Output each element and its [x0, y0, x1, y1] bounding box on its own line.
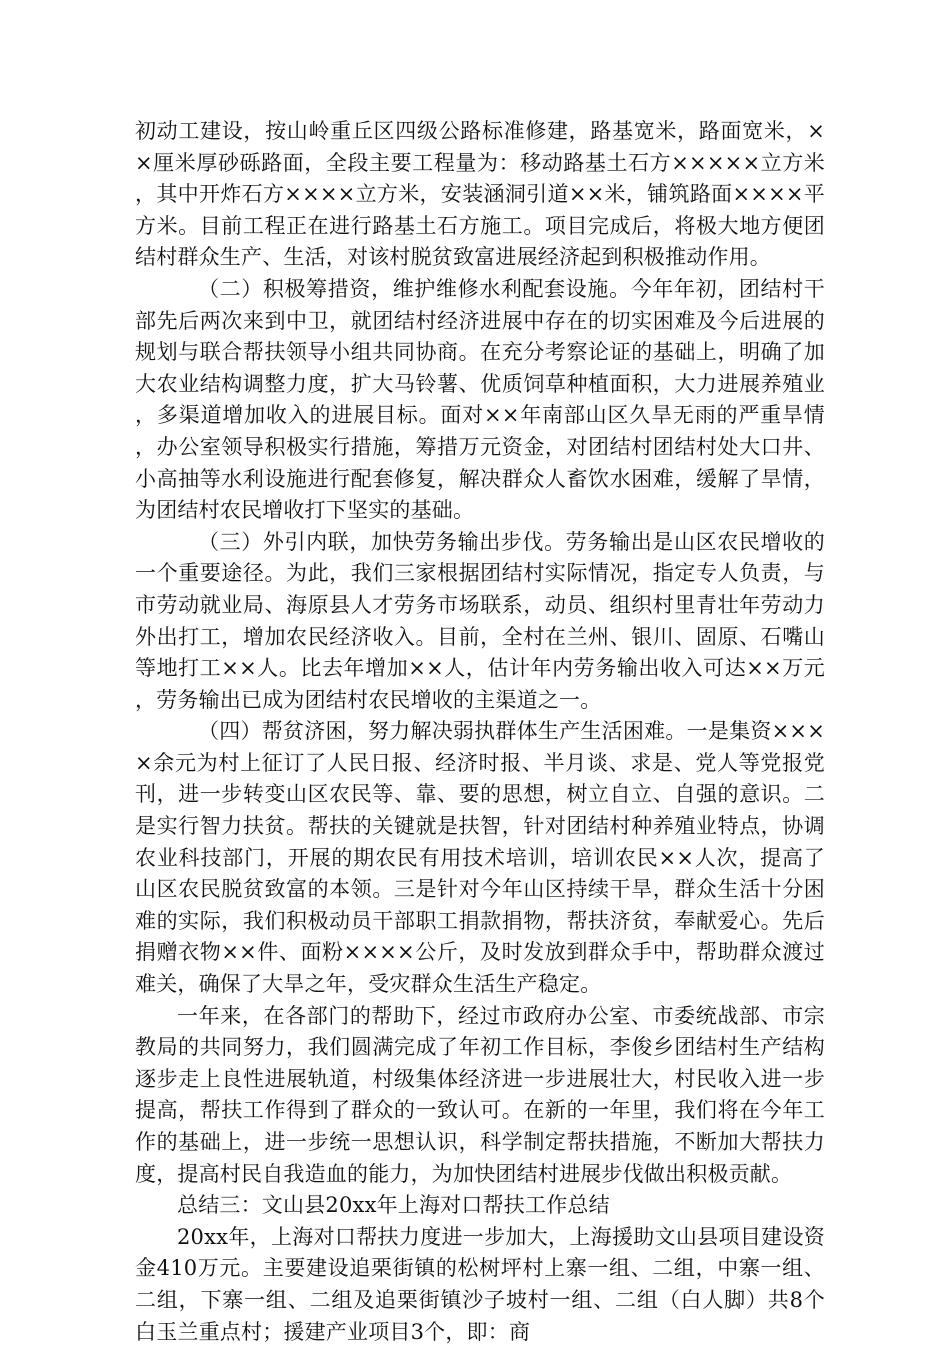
paragraph-year-summary: 一年来，在各部门的帮助下，经过市政府办公室、市委统战部、市宗教局的共同努力，我们圆满完成了年初工作目标，李俊乡团结村生产结构逐步走上良性进展轨道，村级集体经济进一步进展壮大，村民收入进一步提高，帮扶工作得到了群众的一致认可。在新的一年里，我们将在今年工作的基础上，进一步统一思想认识，科学制定帮扶措施，不断加大帮扶力度，提高村民自我造血的能力，为加快团结村进展步伐做出积极贡献。: [135, 1003, 825, 1186]
paragraph-water-facilities: （二）积极筹措资，维护维修水利配套设施。今年年初，团结村干部先后两次来到中卫，就团结村经济进展中存在的切实困难及今后进展的规划与联合帮扶领导小组共同协商。在充分考察论证的基础上，明确了加大农业结构调整力度，扩大马铃薯、优质饲草种植面积，大力进展养殖业，多渠道增加收入的进展目标。面对××年南部山区久旱无雨的严重旱情，办公室领导积极实行措施，筹措万元资金，对团结村团结村处大口井、小高抽等水利设施进行配套修复，解决群众人畜饮水困难，缓解了旱情，为团结村农民增收打下坚实的基础。: [135, 276, 825, 523]
section-heading-summary-three: 总结三：文山县20xx年上海对口帮扶工作总结: [177, 1193, 610, 1218]
document-page: [135, 116, 825, 1348]
paragraph-poverty-relief: （四）帮贫济困，努力解决弱执群体生产生活困难。一是集资××××余元为村上征订了人民日报、经济时报、半月谈、求是、党人等党报党刊，进一步转变山区农民等、靠、要的思想，树立自立、自强的意识。二是实行智力扶贫。帮扶的关键就是扶智，针对团结村种养殖业特点，协调农业科技部门，开展的期农民有用技术培训，培训农民××人次，提高了山区农民脱贫致富的本领。三是针对今年山区持续干旱，群众生活十分困难的实际，我们积极动员干部职工捐款捐物，帮扶济贫，奉献爱心。先后捐赠衣物××件、面粉××××公斤，及时发放到群众手中，帮助群众渡过难关，确保了大旱之年，受灾群众生活生产稳定。: [135, 719, 825, 997]
paragraph-labor-export: （三）外引内联，加快劳务输出步伐。劳务输出是山区农民增收的一个重要途径。为此，我们三家根据团结村实际情况，指定专人负责，与市劳动就业局、海原县人才劳务市场联系，动员、组织村里青壮年劳动力外出打工，增加农民经济收入。目前，全村在兰州、银川、固原、石嘴山等地打工××人。比去年增加××人，估计年内劳务输出收入可达××万元，劳务输出已成为团结村农民增收的主渠道之一。: [135, 529, 825, 712]
paragraph-shanghai-aid: 20xx年，上海对口帮扶力度进一步加大，上海援助文山县项目建设资金410万元。主要建设追栗街镇的松树坪村上寨一组、二组，中寨一组、二组，下寨一组、二组及追栗街镇沙子坡村一组、二组（白人脚）共8个白玉兰重点村；援建产业项目3个，即：商: [135, 1224, 825, 1344]
paragraph-road-construction: 初动工建设，按山岭重丘区四级公路标准修建，路基宽米，路面宽米，××厘米厚砂砾路面，全段主要工程量为：移动路基土石方×××××立方米，其中开炸石方××××立方米，安装涵洞引道××米，铺筑路面××××平方米。目前工程正在进行路基土石方施工。项目完成后，将极大地方便团结村群众生产、生活，对该村脱贫致富进展经济起到积极推动作用。: [135, 119, 825, 270]
